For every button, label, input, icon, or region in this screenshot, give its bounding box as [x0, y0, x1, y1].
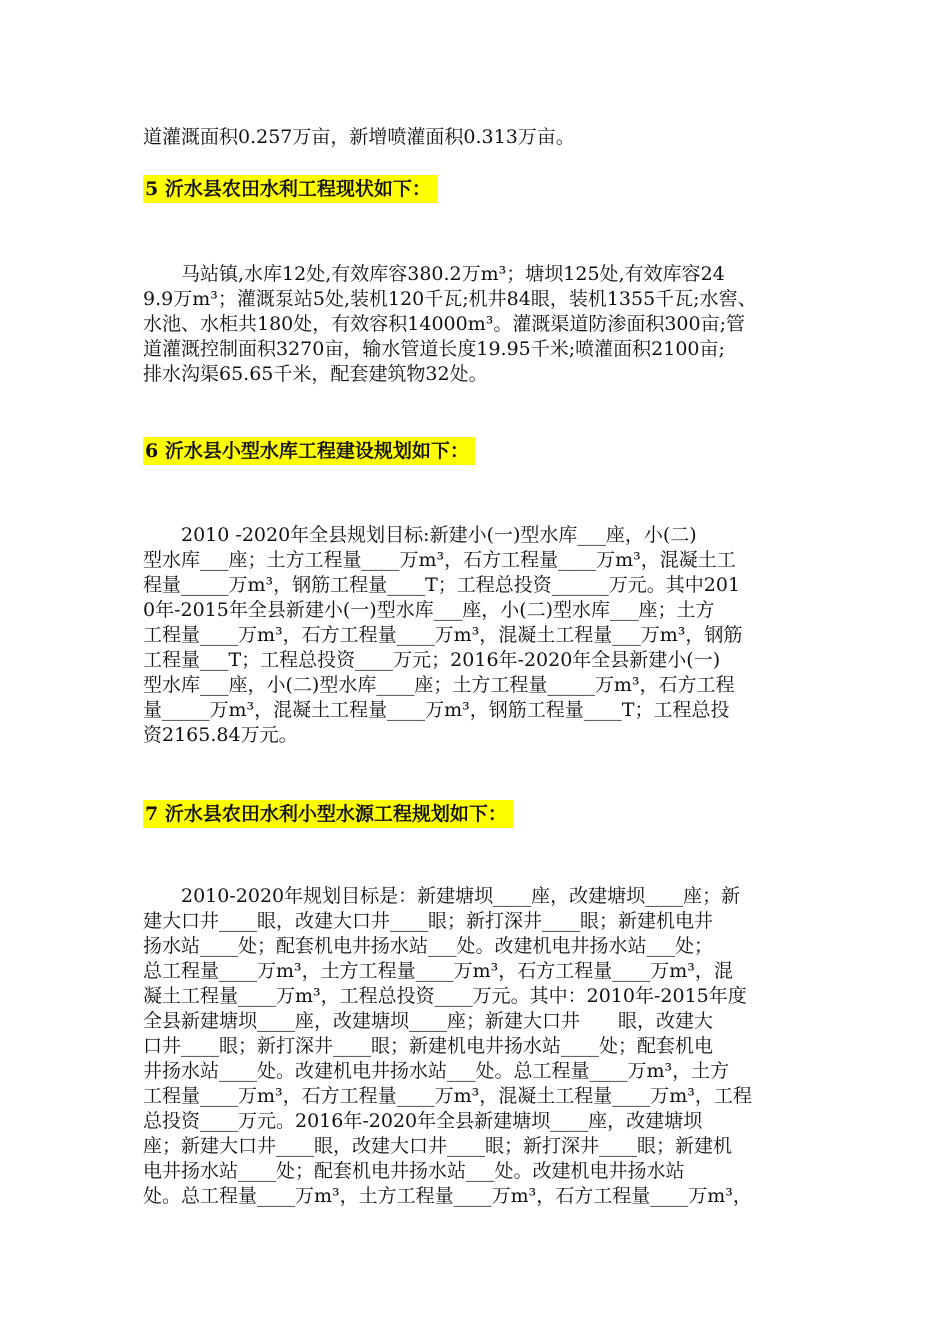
section-7-heading: 7 沂水县农田水利小型水源工程规划如下： [143, 800, 513, 828]
paragraph-line: 型水库___座，小(二)型水库____座；土方工程量_____万m³，石方工程 [143, 674, 735, 696]
paragraph-line: 2010-2020年规划目标是：新建塘坝____座，改建塘坝____座；新 [143, 885, 741, 907]
paragraph-line: 工程量____万m³，石方工程量____万m³，混凝土工程量___万m³，钢筋 [143, 624, 743, 646]
paragraph-line: 建大口井____眼，改建大口井____眼；新打深井____眼；新建机电井 [143, 910, 714, 932]
paragraph-line: 资2165.84万元。 [143, 724, 298, 746]
paragraph-line: 处。总工程量____万m³，土方工程量____万m³，石方工程量____万m³， [143, 1185, 752, 1207]
paragraph-line: 量_____万m³，混凝土工程量____万m³，钢筋工程量____T；工程总投 [143, 699, 730, 721]
paragraph-line: 总工程量____万m³，土方工程量____万m³，石方工程量____万m³，混 [143, 960, 733, 982]
paragraph-line: 扬水站____处；配套机电井扬水站___处。改建机电井扬水站___处； [143, 935, 714, 957]
paragraph-line: 水池、水柜共180处，有效容积14000m³。灌溉渠道防渗面积300亩;管 [143, 313, 746, 335]
section-5-heading: 5 沂水县农田水利工程现状如下： [143, 175, 437, 203]
section-6-heading: 6 沂水县小型水库工程建设规划如下： [143, 437, 475, 465]
paragraph-line: 全县新建塘坝____座，改建塘坝____座；新建大口井 眼，改建大 [143, 1010, 714, 1032]
paragraph-line: 程量_____万m³，钢筋工程量____T；工程总投资______万元。其中201 [143, 574, 741, 596]
paragraph-line: 凝土工程量____万m³，工程总投资____万元。其中：2010年-2015年度 [143, 985, 747, 1007]
paragraph-line: 0年-2015年全县新建小(一)型水库___座，小(二)型水库___座；土方 [143, 599, 715, 621]
paragraph-line: 座；新建大口井____眼，改建大口井____眼；新打深井____眼；新建机 [143, 1135, 733, 1157]
paragraph-line: 口井____眼；新打深井____眼；新建机电井扬水站____处；配套机电 [143, 1035, 714, 1057]
paragraph-line: 电井扬水站____处；配套机电井扬水站___处。改建机电井扬水站 [143, 1160, 685, 1182]
paragraph-line: 井扬水站____处。改建机电井扬水站___处。总工程量____万m³，土方 [143, 1060, 730, 1082]
intro-paragraph-line: 道灌溉面积0.257万亩，新增喷灌面积0.313万亩。 [143, 126, 575, 148]
paragraph-line: 总投资____万元。2016年-2020年全县新建塘坝____座，改建塘坝 [143, 1110, 703, 1132]
paragraph-line: 道灌溉控制面积3270亩，输水管道长度19.95千米;喷灌面积2100亩; [143, 338, 725, 360]
paragraph-line: 工程量___T；工程总投资____万元；2016年-2020年全县新建小(一) [143, 649, 721, 671]
paragraph-line: 工程量____万m³，石方工程量____万m³，混凝土工程量____万m³，工程 [143, 1085, 752, 1107]
paragraph-line: 2010 -2020年全县规划目标:新建小(一)型水库___座，小(二) [143, 524, 697, 546]
paragraph-line: 排水沟渠65.65千米，配套建筑物32处。 [143, 363, 488, 385]
paragraph-line: 型水库___座；土方工程量____万m³，石方工程量____万m³，混凝土工 [143, 549, 736, 571]
paragraph-line: 马站镇,水库12处,有效库容380.2万m³；塘坝125处,有效库容24 [143, 263, 725, 285]
paragraph-line: 9.9万m³；灌溉泵站5处,装机120千瓦;机井84眼，装机1355千瓦;水窖、 [143, 288, 757, 310]
